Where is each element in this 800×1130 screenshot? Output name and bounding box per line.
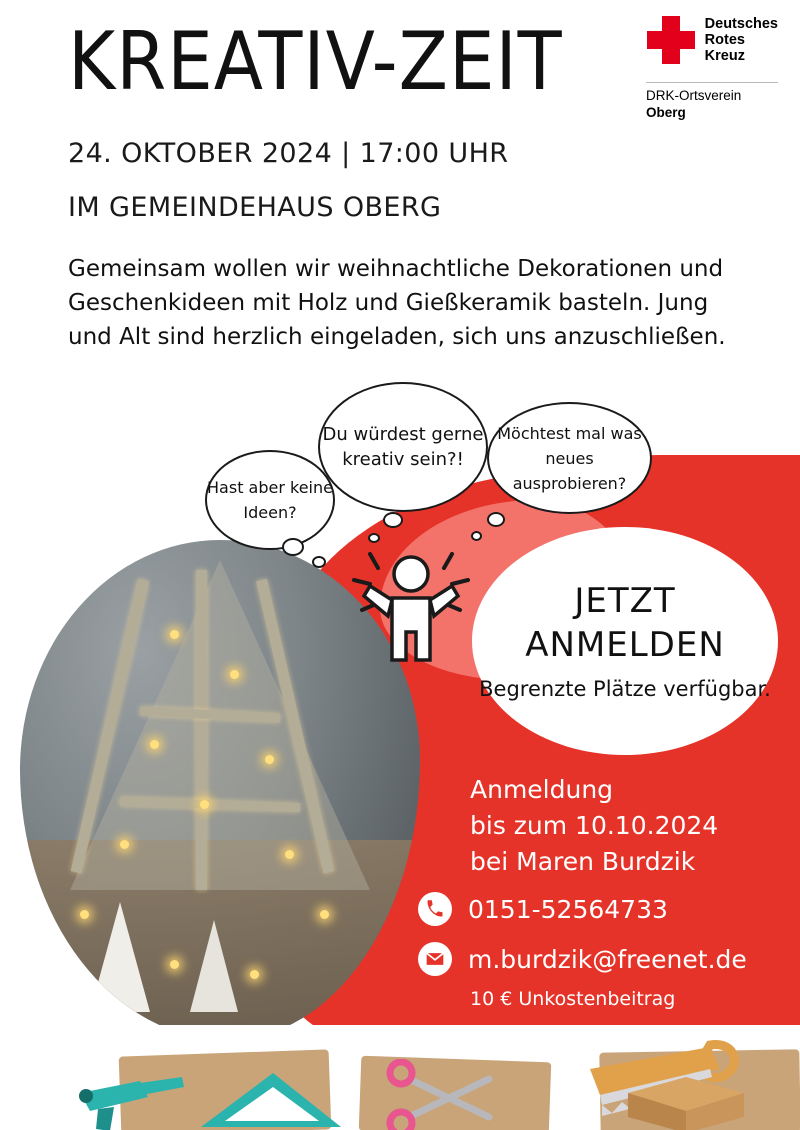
drk-chapter-label: DRK-Ortsverein (646, 88, 742, 103)
registration-line-3: bei Maren Burdzik (470, 847, 696, 876)
red-cross-icon (645, 14, 697, 66)
drk-wordmark-line-3: Kreuz (704, 48, 745, 64)
bubble-tail-dot (383, 512, 403, 528)
thought-bubble-1: Hast aber keine Ideen? (205, 450, 335, 550)
envelope-icon (418, 942, 452, 976)
cta-note: Begrenzte Plätze verfügbar. (479, 677, 771, 701)
phone-number: 0151-52564733 (468, 894, 668, 924)
bubble-tail-dot (312, 556, 326, 568)
bubble-tail-dot (282, 538, 304, 556)
contact-phone[interactable] (418, 892, 668, 926)
stick-figure-icon (352, 540, 472, 674)
bubble-tail-dot (471, 531, 482, 541)
drk-wordmark-line-2: Rotes (704, 32, 745, 48)
drk-wordmark (705, 14, 778, 64)
thought-bubble-2: Du würdest gerne kreativ sein?! (318, 382, 488, 512)
triangle-ruler-icon (195, 1069, 345, 1130)
cta-register[interactable] (472, 527, 778, 755)
wood-box-icon (620, 1075, 750, 1130)
event-venue: IM GEMEINDEHAUS OBERG (68, 192, 442, 223)
registration-line-1: Anmeldung (470, 775, 614, 804)
phone-icon (418, 892, 452, 926)
contact-email[interactable] (418, 942, 747, 976)
drk-logo (645, 14, 778, 66)
glue-gun-icon (70, 1063, 190, 1130)
tool-band (0, 1025, 800, 1130)
event-datetime: 24. OKTOBER 2024 | 17:00 UHR (68, 138, 509, 169)
drk-wordmark-line-1: Deutsches (704, 16, 778, 32)
email-address: m.burdzik@freenet.de (468, 944, 747, 974)
drk-chapter-block (646, 82, 778, 121)
fee-note: 10 € Unkostenbeitrag (470, 988, 676, 1010)
thought-bubble-3: Möchtest mal was neues ausprobieren? (487, 402, 652, 514)
drk-chapter-name: Oberg (646, 105, 686, 120)
page-title: KREATIV-ZEIT (68, 14, 563, 109)
scissors-icon (385, 1059, 505, 1130)
bubble-tail-dot (487, 512, 505, 527)
registration-line-2: bis zum 10.10.2024 (470, 811, 719, 840)
event-description: Gemeinsam wollen wir weihnachtliche Dekorationen und Geschenkideen mit Holz und Gießkeramik basteln. Jung und Alt sind herzlich eingeladen, sich uns anzuschließen. (68, 256, 726, 350)
divider (646, 82, 778, 83)
cta-line-2: ANMELDEN (525, 625, 725, 665)
cta-line-1: JETZT (574, 581, 676, 621)
registration-block (470, 772, 718, 880)
